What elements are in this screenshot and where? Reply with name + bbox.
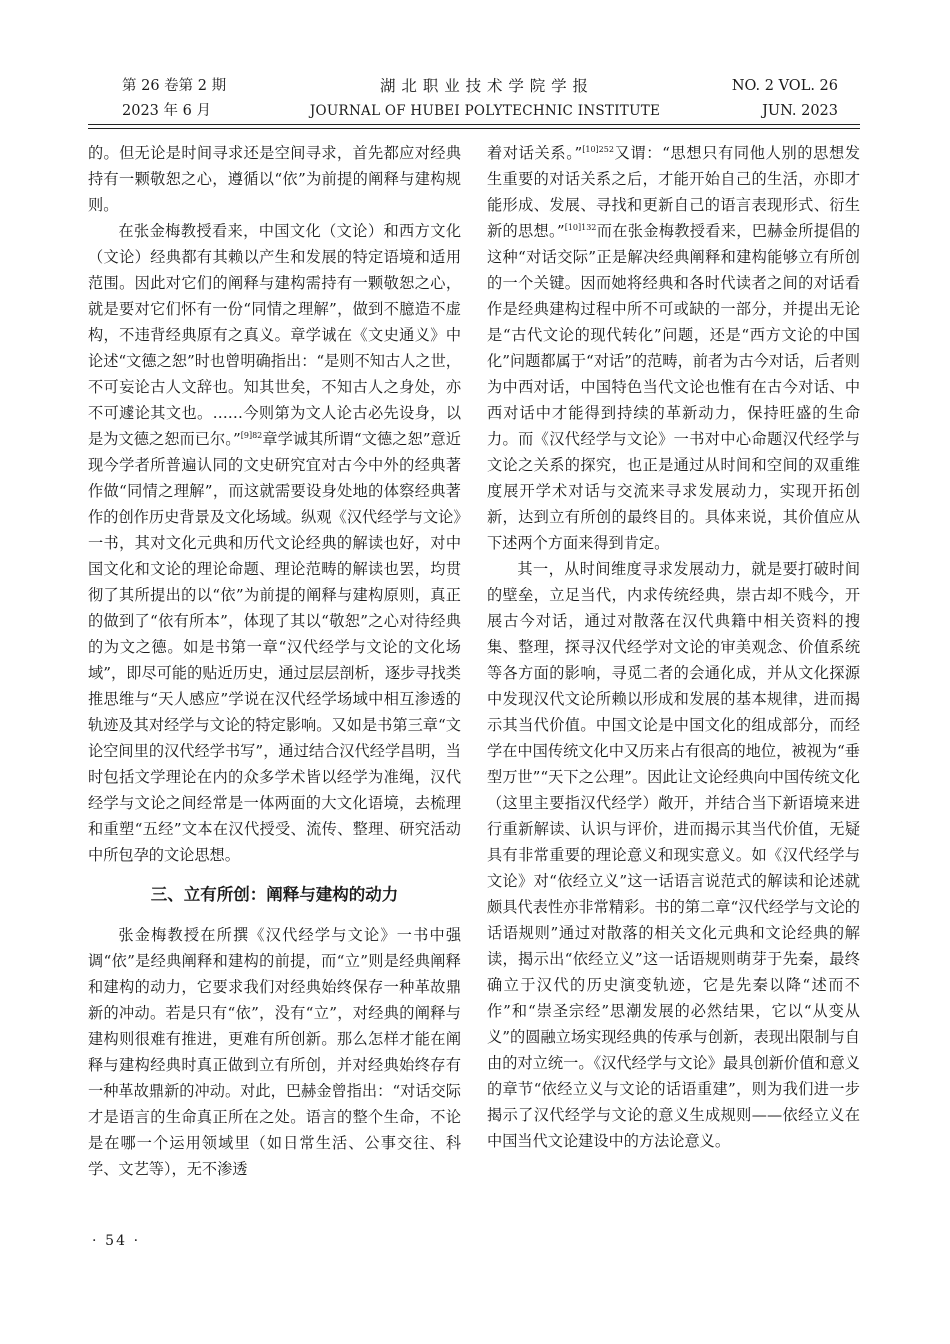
citation: [10]132 [564, 222, 597, 232]
paragraph-text: 又谓：“思想只有同他人别的思想发生重要的对话关系之后，才能开始自己的生活，亦即才能形成、发展、寻找和更新自己的语言表现形式、衍生新的思想。” [487, 144, 861, 240]
paragraph-text: 章学诚其所谓“文德之恕”意近现今学者所普遍认同的文史研究宜对古今中外的经典著作做“同情之理解”，而这就需要设身处地的体察经典著作的创作历史背景及文化场域。纵观《汉代经学与文论》一书，其对文化元典和历代文论经典的解读也好，对中国文化和文论的理论命题、理论范畴的解读也罢，均贯彻了其所提出的以“依”为前提的阐释与建构原则，真正的做到了“依有所本”，体现了其以“敬恕”之心对待经典的为文之德。如是书第一章“汉代经学与文论的文化场域”，即尽可能的贴近历史，通过层层剖析，逐步寻找类推思维与“天人感应”学说在汉代经学场域中相互渗透的轨迹及其对经学与文论的特定影响。又如是书第三章“文论空间里的汉代经学书写”，通过结合汉代经学昌明，当时包括文学理论在内的众多学术皆以经学为准绳，汉代经学与文论之间经常是一体两面的大文化语境，去梳理和重塑“五经”文本在汉代授受、流传、整理、研究活动中所包孕的文论思想。 [88, 430, 461, 864]
paragraph: 张金梅教授在所撰《汉代经学与文论》一书中强调“依”是经典阐释和建构的前提，而“立”则是经典阐释和建构的动力，它要求我们对经典始终保存一种革故鼎新的冲动。若是只有“依”，没有“立”，对经典的阐释与建构则很难有推进，更难有所创新。那么怎样才能在阐释与建构经典时真正做到立有所创，并对经典始终存有一种革故鼎新的冲动。对此，巴赫金曾指出：“对话交际才是语言的生命真正所在之处。语言的整个生命，不论是在哪一个运用领域里（如日常生活、公事交往、科学、文艺等），无不渗透 [88, 926, 461, 1178]
paragraph: 的。但无论是时间寻求还是空间寻求，首先都应对经典持有一颗敬恕之心，遵循以“依”为前提的阐释与建构规则。 [88, 144, 461, 214]
header-rule-thin [88, 128, 860, 129]
publication-date-cn: 2023 年 6 月 [122, 103, 211, 119]
paragraph: 其一，从时间维度寻求发展动力，就是要打破时间的壁垒，立足当代，内求传统经典，崇古却不贱今，开展古今对话，通过对散落在汉代典籍中相关资料的搜集、整理，探寻汉代经学对文论的审美观念、价值系统等各方面的影响，寻觅二者的会通化成，并从文化探源中发现汉代文论所赖以形成和发展的基本规律，进而揭示其当代价值。中国文论是中国文化的组成部分，而经学在中国传统文化中又历来占有很高的地位，被视为“垂型万世”“天下之公理”。因此让文论经典向中国传统文化（这里主要指汉代经学）敞开，并结合当下新语境来进行重新解读、认识与评价，进而揭示其当代价值，无疑具有非常重要的理论意义和现实意义。如《汉代经学与文论》对“依经立义”这一话语言说范式的解读和论述就颇具代表性亦非常精彩。书的第二章“汉代经学与文论的话语规则”通过对散落的相关文化元典和文论经典的解读，揭示出“依经立义”这一话语规则萌芽于先秦，最终确立于汉代的历史演变轨迹，它是先秦以降“述而不作”和“崇圣宗经”思潮发展的必然结果，它以“从变从义”的圆融立场实现经典的传承与创新，表现出限制与自由的对立统一。《汉代经学与文论》最具创新价值和意义的章节“依经立义与文论的话语重建”，则为我们进一步揭示了汉代经学与文论的意义生成规则——依经立义在中国当代文论建设中的方法论意义。 [487, 560, 860, 1150]
paragraph-text: 而在张金梅教授看来，巴赫金所提倡的这种“对话交际”正是解决经典阐释和建构能够立有所创的一个关键。因而她将经典和各时代读者之间的对话看作是经典建构过程中所不可或缺的一部分，并提出无论是“古代文论的现代转化”问题，还是“西方文论的中国化”问题都属于“对话”的范畴，前者为古今对话，后者则为中西对话，中国特色当代文论也惟有在古今对话、中西对话中才能得到持续的革新动力，保持旺盛的生命力。而《汉代经学与文论》一书对中心命题汉代经学与文论之关系的探究，也正是通过从时间和空间的双重维度展开学术对话与交流来寻求发展动力，实现开拓创新，达到立有所创的最终目的。具体来说，其价值应从下述两个方面来得到肯定。 [487, 222, 861, 552]
publication-date-en: JUN. 2023 [762, 103, 838, 119]
section-heading: 三、立有所创：阐释与建构的动力 [150, 885, 399, 904]
paragraph [487, 140, 860, 556]
right-column [487, 140, 860, 1190]
page-number: · 54 · [92, 1233, 141, 1249]
citation: [9]82 [240, 430, 263, 440]
volume-issue: 第 26 卷第 2 期 [122, 78, 227, 94]
header-rule-thick [88, 124, 860, 125]
left-column [88, 140, 461, 1220]
paragraph [88, 218, 461, 868]
volume-en: NO. 2 VOL. 26 [731, 78, 838, 94]
paragraph-text: 着对话关系。” [487, 144, 583, 162]
paragraph-text: 在张金梅教授看来，中国文化（文论）和西方文化（文论）经典都有其赖以产生和发展的特定语境和适用范围。因此对它们的阐释与建构需持有一颗敬恕之心，就是要对它们怀有一份“同情之理解”，做到不臆造不虚构，不违背经典原有之真义。章学诚在《文史通义》中论述“文德之恕”时也曾明确指出：“是则不知古人之世，不可妄论古人文辞也。知其世矣，不知古人之身处，亦不可遽论其文也。……今则第为文人论古必先设身，以是为文德之恕而已尔。” [88, 222, 461, 448]
citation: [10]252 [582, 144, 614, 154]
journal-title-en: JOURNAL OF HUBEI POLYTECHNIC INSTITUTE [309, 103, 661, 119]
journal-header [0, 0, 950, 125]
journal-title-cn: 湖北职业技术学院学报 [380, 77, 594, 95]
